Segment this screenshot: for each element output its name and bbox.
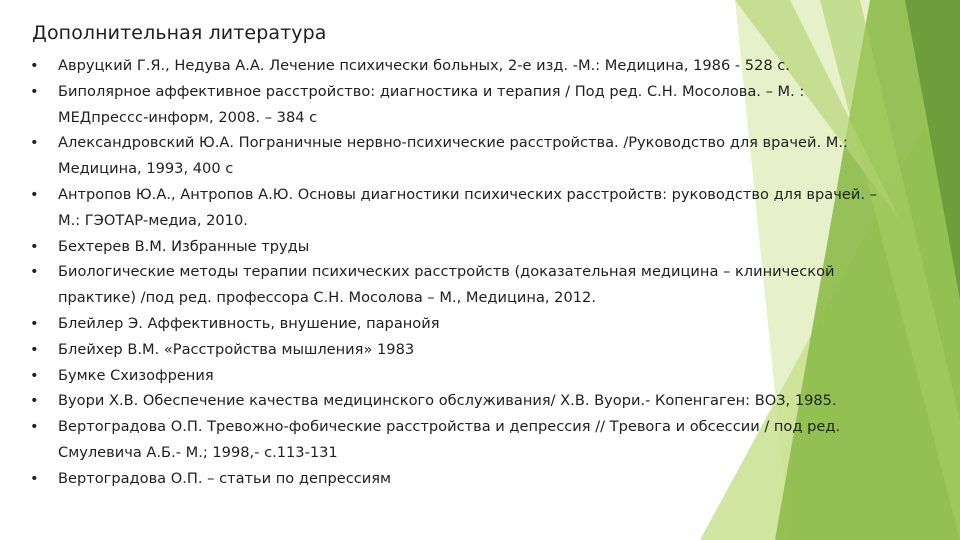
reference-text: Бехтерев В.М. Избранные труды (58, 237, 310, 255)
reference-text: Авруцкий Г.Я., Недува А.А. Лечение психически больных, 2-е изд. -М.: Медицина, 1986 - 528 с. (58, 57, 790, 74)
slide-title: Дополнительная литература (32, 22, 327, 44)
reference-text: Блейхер В.М. «Расстройства мышления» 1983 (58, 340, 415, 358)
bullet-icon: • (30, 314, 39, 332)
bullet-icon: • (30, 134, 39, 152)
bullet-icon: • (30, 469, 39, 487)
reference-text: Вертоградова О.П. Тревожно-фобические расстройства и депрессия // Тревога и обсессии / под ред. Смулевича А.Б.- М.; 1998,- с.113-131 (58, 418, 841, 461)
reference-text: Вуори Х.В. Обеспечение качества медицинского обслуживания/ Х.В. Вуори.- Копенгаген: ВОЗ, 1985. (58, 392, 837, 410)
reference-item (30, 79, 890, 131)
reference-text: Биполярное аффективное расстройство: диагностика и терапия / Под ред. С.Н. Мосолова. – М. : МЕДпрессс-информ, 2008. – 384 с (58, 82, 805, 126)
reference-item (30, 363, 890, 389)
bullet-icon: • (30, 340, 39, 358)
reference-text: Антропов Ю.А., Антропов А.Ю. Основы диагностики психических расстройств: руководство для врачей. – М.: ГЭОТАР-медиа, 2010. (58, 185, 877, 229)
bullet-icon: • (30, 366, 39, 384)
bullet-icon: • (30, 82, 39, 100)
bullet-icon: • (30, 392, 39, 410)
reference-item (30, 182, 890, 234)
reference-item (30, 53, 890, 79)
reference-item (30, 414, 890, 466)
reference-list (30, 53, 890, 492)
reference-text: Блейлер Э. Аффективность, внушение, паранойя (58, 314, 440, 332)
reference-text: Александровский Ю.А. Пограничные нервно-психические расстройства. /Руководство для врачей. М.: Медицина, 1993, 400 с (58, 134, 848, 178)
reference-item (30, 130, 890, 182)
reference-item (30, 259, 890, 311)
reference-item (30, 466, 890, 492)
reference-text: Вертоградова О.П. – статьи по депрессиям (58, 469, 392, 487)
reference-item (30, 388, 890, 414)
reference-item (30, 311, 890, 337)
bullet-icon: • (30, 263, 39, 281)
reference-text: Бумке Схизофрения (58, 366, 214, 384)
reference-item (30, 234, 890, 260)
bullet-icon: • (30, 237, 39, 255)
bullet-icon: • (30, 418, 39, 436)
reference-text: Биологические методы терапии психических расстройств (доказательная медицина – клинической практике) /под ред. профессора С.Н. Мосолова – М., Медицина, 2012. (58, 263, 835, 307)
bullet-icon: • (30, 57, 39, 74)
reference-item (30, 337, 890, 363)
bullet-icon: • (30, 185, 39, 203)
